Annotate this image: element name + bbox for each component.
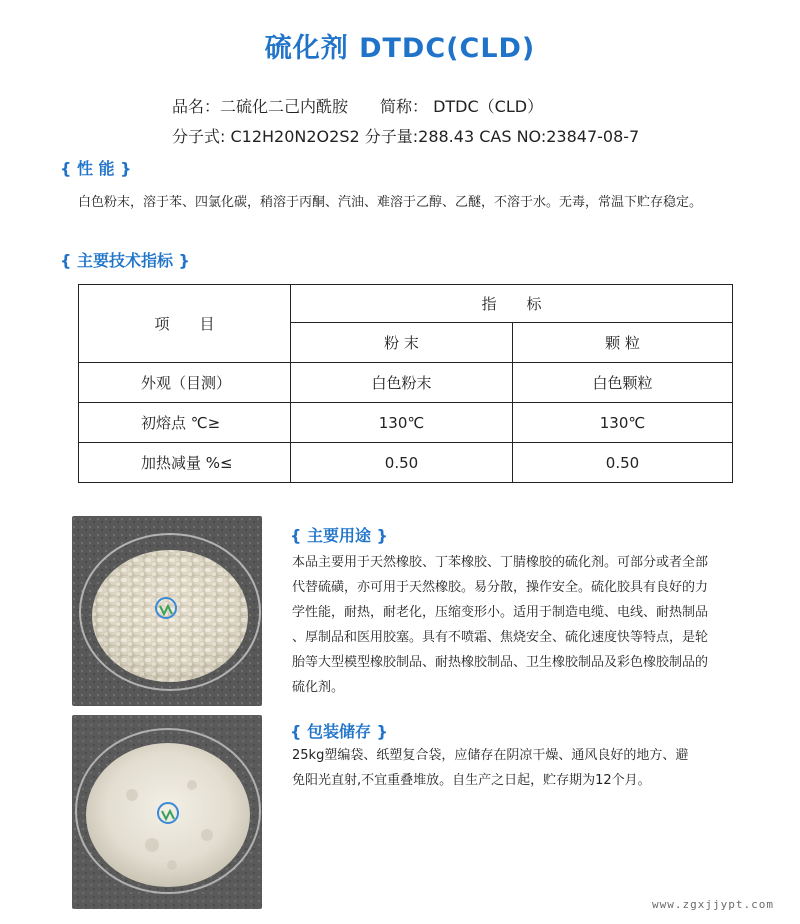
table-row [79, 403, 733, 443]
specs-heading: { 主要技术指标 } [60, 251, 190, 270]
header-item: 项 目 [79, 285, 291, 363]
usage-line: 学性能，耐热，耐老化，压缩变形小。适用于制造电缆、电线、耐热制品 [292, 605, 709, 620]
row-granule: 130℃ [513, 403, 733, 443]
row-item: 初熔点 ℃≥ [79, 403, 291, 443]
page-title: 硫化剂 DTDC(CLD) [264, 33, 536, 64]
table-row [79, 443, 733, 483]
formula-line: 分子式: C12H20N2O2S2 分子量:288.43 CAS NO:23847-08-7 [172, 127, 640, 146]
row-item: 外观（目测） [79, 363, 291, 403]
usage-text [292, 550, 762, 700]
storage-line: 免阳光直射,不宜重叠堆放。自生产之日起，贮存期为12个月。 [292, 773, 651, 788]
usage-heading: { 主要用途 } [290, 526, 388, 545]
storage-line: 25kg塑编袋、纸塑复合袋，应储存在阴凉干燥、通风良好的地方、避 [292, 748, 689, 763]
granule-photo [72, 516, 262, 706]
storage-heading: { 包装储存 } [290, 722, 388, 741]
spec-table [78, 284, 733, 483]
row-powder: 白色粉末 [291, 363, 513, 403]
usage-line: 、厚制品和医用胶塞。具有不喷霜、焦烧安全、硫化速度快等特点，是轮 [292, 630, 709, 645]
usage-line: 本品主要用于天然橡胶、丁苯橡胶、丁腈橡胶的硫化剂。可部分或者全部 [292, 555, 709, 570]
row-powder: 130℃ [291, 403, 513, 443]
site-watermark: www.zgxjjypt.com [652, 898, 774, 911]
storage-text [292, 743, 762, 793]
usage-line: 代替硫磺，亦可用于天然橡胶。易分散，操作安全。硫化胶具有良好的力 [292, 580, 709, 595]
header-granule: 颗 粒 [513, 323, 733, 363]
row-granule: 白色颗粒 [513, 363, 733, 403]
properties-heading: { 性 能 } [60, 159, 132, 178]
row-granule: 0.50 [513, 443, 733, 483]
usage-line: 胎等大型模型橡胶制品、耐热橡胶制品、卫生橡胶制品及彩色橡胶制品的 [292, 655, 709, 670]
header-powder: 粉 末 [291, 323, 513, 363]
header-index: 指 标 [291, 285, 733, 323]
table-row [79, 363, 733, 403]
usage-line: 硫化剂。 [292, 680, 345, 695]
row-item: 加热减量 %≤ [79, 443, 291, 483]
product-name-line: 品名：二硫化二己内酰胺 简称： DTDC（CLD） [172, 97, 544, 116]
properties-text: 白色粉末，溶于苯、四氯化碳，稍溶于丙酮、汽油、难溶于乙醇、乙醚，不溶于水。无毒，常温下贮存稳定。 [78, 195, 703, 210]
powder-photo [72, 715, 262, 909]
row-powder: 0.50 [291, 443, 513, 483]
